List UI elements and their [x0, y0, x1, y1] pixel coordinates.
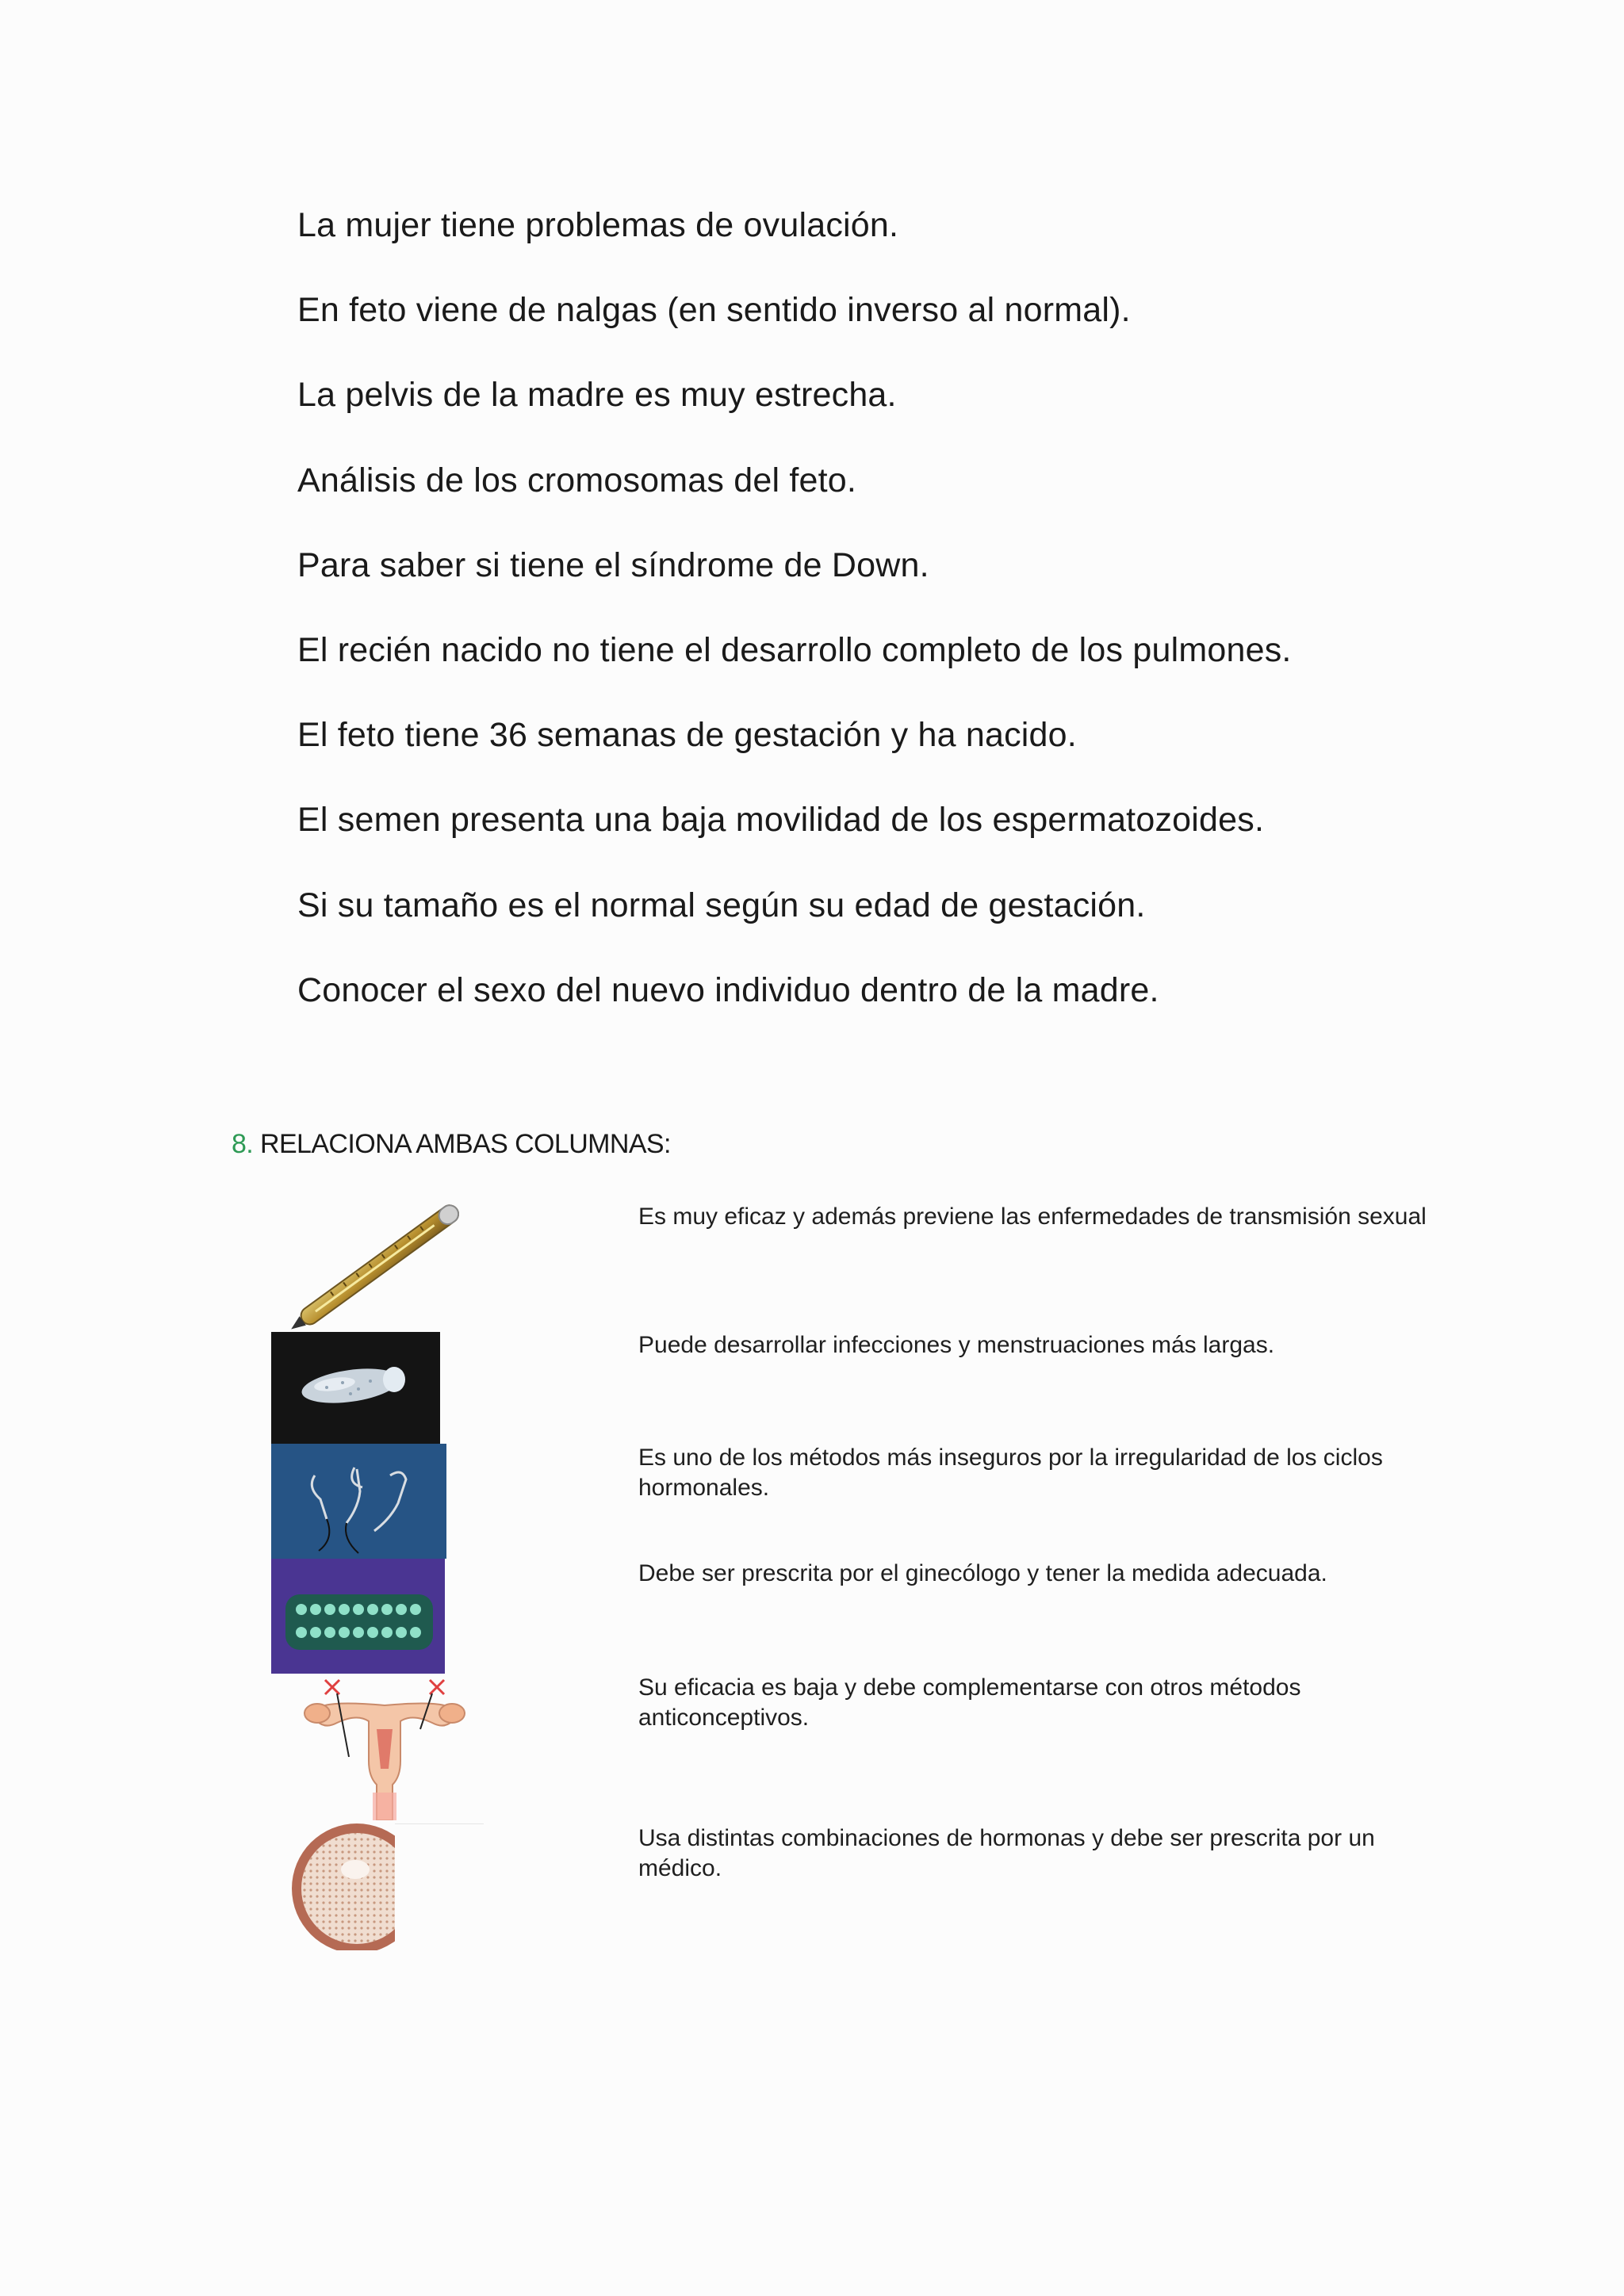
statement-item: Conocer el sexo del nuevo individuo dentro de la madre. [297, 970, 1159, 1009]
description-item: Usa distintas combinaciones de hormonas y debe ser prescrita por un médico. [638, 1825, 1375, 1881]
description-item: Es uno de los métodos más inseguros por la irregularidad de los ciclos hormonales. [638, 1445, 1383, 1501]
statement-item: El semen presenta una baja movilidad de los espermatozoides. [297, 801, 1265, 840]
condom-image [271, 1332, 440, 1444]
question-number: 8. [232, 1129, 254, 1159]
statement-item: Para saber si tiene el síndrome de Down. [297, 545, 929, 584]
description-item: Debe ser prescrita por el ginecólogo y tener la medida adecuada. [638, 1560, 1327, 1586]
question-heading [232, 1129, 671, 1160]
thermometer-image [278, 1199, 484, 1334]
statement-item: La pelvis de la madre es muy estrecha. [297, 376, 897, 415]
pill-pack-image [271, 1559, 445, 1674]
tubal-ligation-image [293, 1674, 476, 1820]
statement-item: Análisis de los cromosomas del feto. [297, 461, 857, 499]
statement-item: El recién nacido no tiene el desarrollo completo de los pulmones. [297, 630, 1292, 669]
statement-item: Si su tamaño es el normal según su edad de gestación. [297, 886, 1146, 924]
description-item: Su eficacia es baja y debe complementarse con otros métodos anticonceptivos. [638, 1674, 1301, 1731]
statement-list [297, 205, 1487, 1054]
iud-image [271, 1444, 446, 1559]
statement-item: La mujer tiene problemas de ovulación. [297, 206, 899, 244]
question-title: RELACIONA AMBAS COLUMNAS: [260, 1129, 671, 1159]
diaphragm-image [270, 1823, 484, 1950]
description-item: Es muy eficaz y además previene las enfermedades de transmisión sexual [638, 1203, 1427, 1230]
statement-item: El feto tiene 36 semanas de gestación y ha nacido. [297, 716, 1077, 755]
description-item: Puede desarrollar infecciones y menstruaciones más largas. [638, 1332, 1275, 1358]
statement-item: En feto viene de nalgas (en sentido inverso al normal). [297, 291, 1131, 330]
